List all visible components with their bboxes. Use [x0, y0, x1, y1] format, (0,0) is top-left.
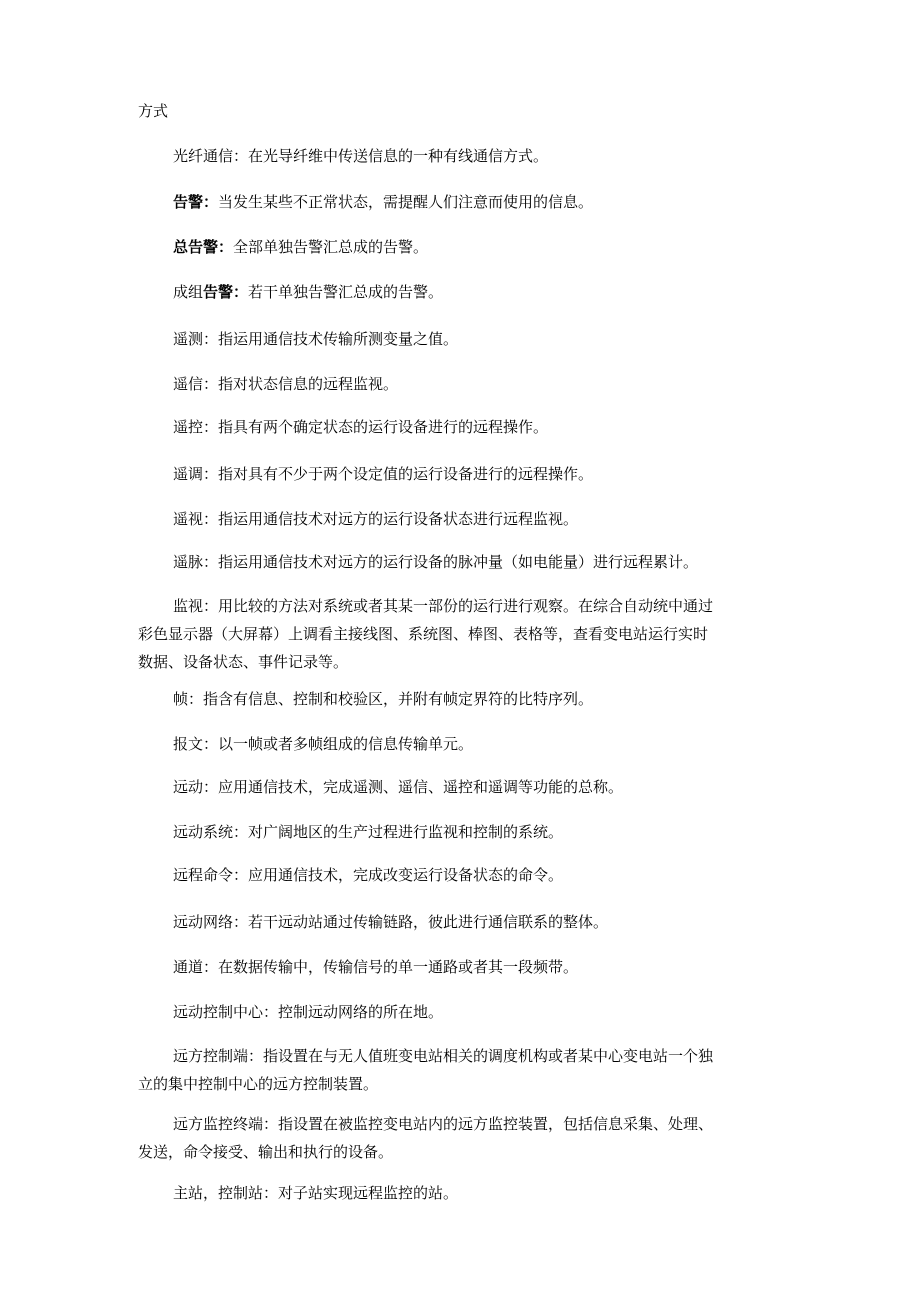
definition: 指具有两个确定状态的运行设备进行的远程操作。 [218, 418, 549, 436]
term: 告警： [173, 193, 219, 211]
entry-master-station [0, 1182, 920, 1204]
entry-teleadjust [0, 463, 920, 485]
definition: 以一帧或者多帧组成的信息传输单元。 [218, 735, 474, 753]
paragraph-line: 发送，命令接受、输出和执行的设备。 [138, 1143, 394, 1161]
entry-fiber-communication [0, 145, 920, 167]
term: 远动控制中心： [173, 1003, 279, 1021]
paragraph-line: 彩色显示器（大屏幕）上调看主接线图、系统图、棒图、表格等，查看变电站运行实时 [138, 625, 709, 643]
definition: 指运用通信技术对远方的运行设备的脉冲量（如电能量）进行远程累计。 [218, 553, 699, 571]
term: 帧： [173, 690, 204, 708]
term: 远动： [173, 778, 219, 796]
term: 通道： [173, 958, 219, 976]
definition: 指运用通信技术传输所测变量之值。 [218, 330, 459, 348]
entry-remote-monitoring-terminal [0, 1113, 920, 1169]
definition: 若干单独告警汇总成的告警。 [248, 283, 444, 301]
term: 遥脉： [173, 553, 219, 571]
definition: 控制远动网络的所在地。 [278, 1003, 444, 1021]
definition: 应用通信技术，完成遥测、遥信、遥控和遥调等功能的总称。 [218, 778, 624, 796]
entry-telepulse [0, 551, 920, 573]
term: 遥控： [173, 418, 219, 436]
definition: 指运用通信技术对远方的运行设备状态进行远程监视。 [218, 510, 579, 528]
term: 远程命令： [173, 866, 249, 884]
term: 报文： [173, 735, 219, 753]
definition: 在数据传输中，传输信号的单一通路或者其一段频带。 [218, 958, 579, 976]
paragraph-line: 远方控制端：指设置在与无人值班变电站相关的调度机构或者某中心变电站一个独 [173, 1047, 714, 1065]
term: 光纤通信： [173, 147, 249, 165]
entry-televideo [0, 508, 920, 530]
definition: 在光导纤维中传送信息的一种有线通信方式。 [248, 147, 549, 165]
paragraph-line: 监视：用比较的方法对系统或者其某一部份的运行进行观察。在综合自动统中通过 [173, 597, 714, 615]
definition: 指对具有不少于两个设定值的运行设备进行的远程操作。 [218, 465, 594, 483]
entry-remote-control-end [0, 1045, 920, 1101]
term: 远动系统： [173, 823, 249, 841]
entry-remote-command [0, 864, 920, 886]
definition: 指对状态信息的远程监视。 [218, 375, 399, 393]
entry-message [0, 733, 920, 755]
term: 遥测： [173, 330, 219, 348]
paragraph-line: 远方监控终端：指设置在被监控变电站内的远方监控装置，包括信息采集、处理、 [173, 1115, 714, 1133]
definition: 应用通信技术，完成改变运行设备状态的命令。 [248, 866, 564, 884]
entry-alarm [0, 191, 920, 213]
entry-telecontrol-network [0, 911, 920, 933]
definition: 当发生某些不正常状态，需提醒人们注意而使用的信息。 [218, 193, 594, 211]
term: 遥信： [173, 375, 219, 393]
entry-channel [0, 956, 920, 978]
entry-group-alarm [0, 281, 920, 303]
paragraph-line: 数据、设备状态、事件记录等。 [138, 653, 349, 671]
entry-telecontrol [0, 416, 920, 438]
entry-total-alarm [0, 236, 920, 258]
paragraph-line: 立的集中控制中心的远方控制装置。 [138, 1075, 379, 1093]
term: 主站，控制站： [173, 1184, 279, 1202]
entry-control-center [0, 1001, 920, 1023]
term: 遥调： [173, 465, 219, 483]
entry-telemetry [0, 328, 920, 350]
entry-telecontrol-system [0, 821, 920, 843]
term: 总告警： [173, 238, 234, 256]
entry-telecontrol-general [0, 776, 920, 798]
term-prefix: 成组 [173, 283, 204, 301]
term: 遥视： [173, 510, 219, 528]
term: 远动网络： [173, 913, 249, 931]
top-fragment: 方式 [138, 102, 169, 120]
term: 告警： [203, 283, 249, 301]
definition: 对子站实现远程监控的站。 [278, 1184, 459, 1202]
entry-frame [0, 688, 920, 710]
definition: 全部单独告警汇总成的告警。 [233, 238, 429, 256]
definition: 对广阔地区的生产过程进行监视和控制的系统。 [248, 823, 564, 841]
definition: 指含有信息、控制和校验区，并附有帧定界符的比特序列。 [203, 690, 594, 708]
entry-monitoring [0, 595, 920, 679]
definition: 若干远动站通过传输链路，彼此进行通信联系的整体。 [248, 913, 609, 931]
entry-telesignal [0, 373, 920, 395]
